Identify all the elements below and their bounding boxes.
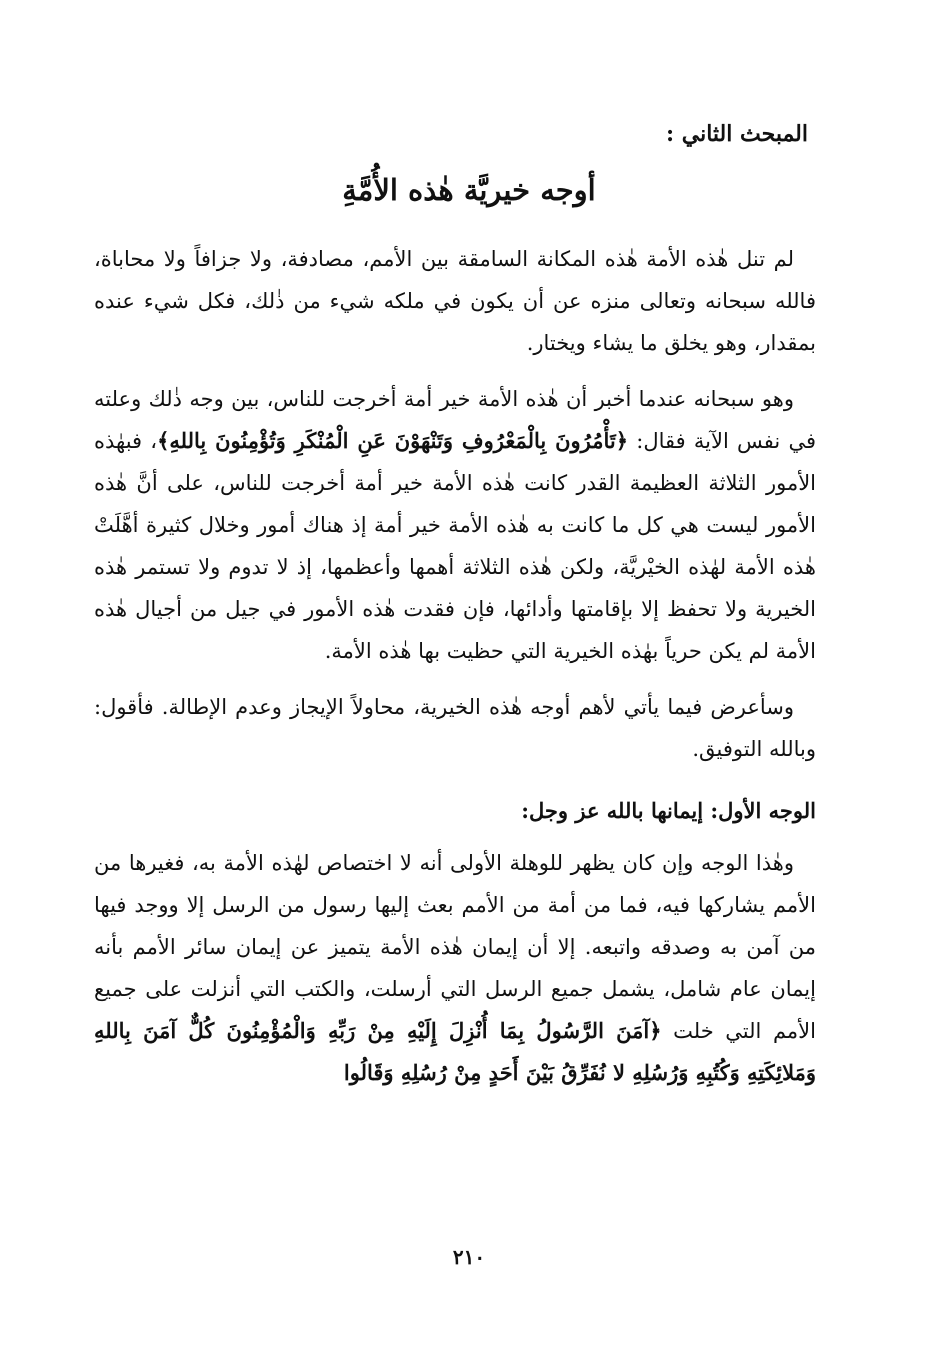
section-label: المبحث الثاني :	[665, 121, 808, 147]
quran-verse: ﴿تَأْمُرُونَ بِالْمَعْرُوفِ وَتَنْهَوْنَ عَنِ الْمُنْكَرِ وَتُؤْمِنُونَ بِاللهِ﴾	[157, 428, 629, 453]
paragraph-2	[94, 378, 816, 672]
page-number: ٢١٠	[452, 1245, 486, 1269]
quran-verse: ﴿آمَنَ الرَّسُولُ بِمَا أُنْزِلَ إِلَيْهِ مِنْ رَبِّهِ وَالْمُؤْمِنُونَ كُلٌّ آمَنَ بِاللهِ وَمَلائِكَتِهِ وَكُتُبِهِ وَرُسُلِهِ لا نُفَرِّقُ بَيْنَ أَحَدٍ مِنْ رُسُلِهِ وَقَالُوا	[94, 1018, 816, 1085]
paragraph-1: لم تنل هٰذه الأمة هٰذه المكانة السامقة بين الأمم، مصادفة، ولا جزافاً ولا محاباة، فالله سبحانه وتعالى منزه عن أن يكون في ملكه شيء من ذٰلك، فكل شيء عنده بمقدار، وهو يخلق ما يشاء ويختار.	[94, 247, 816, 355]
body-text	[94, 238, 816, 1108]
paragraph-2-rest: ، فبهٰذه الأمور الثلاثة العظيمة القدر كانت هٰذه الأمة خير أمة أخرجت للناس، على أنَّ هٰذه الأمور ليست هي كل ما كانت به هٰذه الأمة خير أمة إذ هناك أمور وخلال كثيرة أهَّلَتْ هٰذه الأمة لهٰذه الخيْريَّة، ولكن هٰذه الثلاثة أهمها وأعظمها، إذ لا تدوم ولا تستمر هٰذه الخيرية ولا تحفظ إلا بإقامتها وأدائها، فإن فقدت هٰذه الأمور في جيل من أجيال هٰذه الأمة لم يكن حرياً بهٰذه الخيرية التي حظيت بها هٰذه الأمة.	[94, 429, 816, 663]
paragraph-2-intro: وهو سبحانه عندما أخبر أن هٰذه الأمة خير أمة أخرجت للناس، بين وجه ذٰلك وعلته في نفس الآية فقال:	[94, 387, 816, 453]
paragraph-4	[94, 842, 816, 1094]
subheading-first-aspect: الوجه الأول: إيمانها بالله عز وجل:	[521, 798, 816, 823]
paragraph-3: وسأعرض فيما يأتي لأهم أوجه هٰذه الخيرية، محاولاً الإيجاز وعدم الإطالة. فأقول: وبالله التوفيق.	[94, 695, 816, 761]
page-title: أوجه خيريَّة هٰذه الأُمَّةِ	[342, 173, 596, 207]
paragraph-4-intro: وهٰذا الوجه وإن كان يظهر للوهلة الأولى أنه لا اختصاص لهٰذه الأمة به، فغيرها من الأمم يشاركها فيه، فما من أمة من الأمم بعث إليها رسول من الرسل إلا ووجد فيها من آمن به وصدقه واتبعه. إلا أن إيمان هٰذه الأمة يتميز عن إيمان سائر الأمم بأنه إيمان عام شامل، يشمل جميع الرسل التي أرسلت، والكتب التي أنزلت على جميع الأمم التي خلت	[94, 851, 816, 1043]
